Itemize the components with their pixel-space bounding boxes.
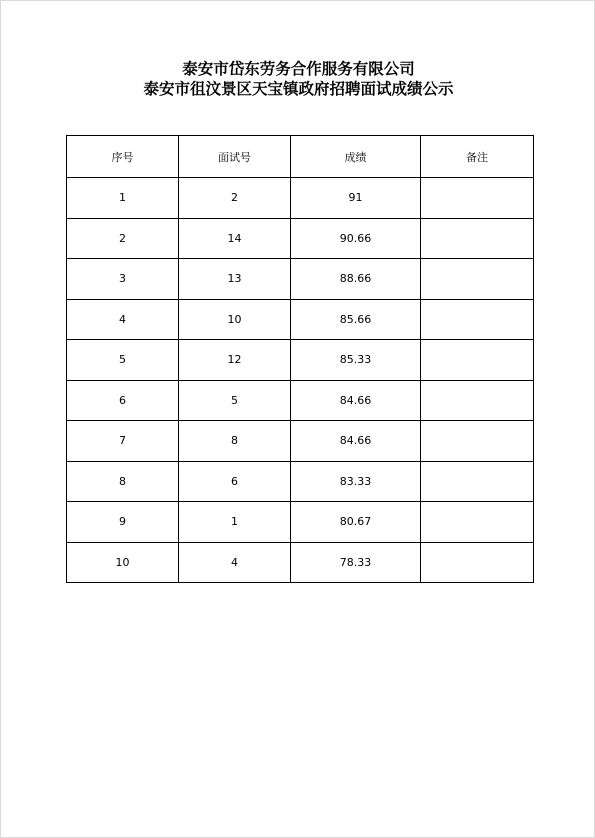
table-row xyxy=(67,340,534,381)
cell-seq: 3 xyxy=(67,259,179,300)
cell-remark xyxy=(421,340,534,381)
cell-interview-no: 6 xyxy=(179,461,291,502)
table-row xyxy=(67,218,534,259)
cell-interview-no: 2 xyxy=(179,178,291,219)
cell-interview-no: 1 xyxy=(179,502,291,543)
cell-remark xyxy=(421,259,534,300)
cell-score: 85.33 xyxy=(291,340,421,381)
table-row xyxy=(67,502,534,543)
cell-remark xyxy=(421,542,534,583)
cell-seq: 7 xyxy=(67,421,179,462)
cell-seq: 9 xyxy=(67,502,179,543)
cell-score: 91 xyxy=(291,178,421,219)
cell-score: 88.66 xyxy=(291,259,421,300)
cell-score: 83.33 xyxy=(291,461,421,502)
cell-interview-no: 8 xyxy=(179,421,291,462)
cell-score: 85.66 xyxy=(291,299,421,340)
cell-seq: 10 xyxy=(67,542,179,583)
cell-score: 90.66 xyxy=(291,218,421,259)
cell-interview-no: 5 xyxy=(179,380,291,421)
header-score: 成绩 xyxy=(291,136,421,178)
table-row xyxy=(67,299,534,340)
cell-interview-no: 13 xyxy=(179,259,291,300)
cell-remark xyxy=(421,502,534,543)
cell-score: 80.67 xyxy=(291,502,421,543)
cell-remark xyxy=(421,461,534,502)
table-header-row xyxy=(67,136,534,178)
cell-seq: 5 xyxy=(67,340,179,381)
table-row xyxy=(67,178,534,219)
cell-seq: 6 xyxy=(67,380,179,421)
cell-remark xyxy=(421,178,534,219)
table-row xyxy=(67,380,534,421)
table-row xyxy=(67,461,534,502)
header-interview-no: 面试号 xyxy=(179,136,291,178)
cell-score: 84.66 xyxy=(291,380,421,421)
cell-interview-no: 14 xyxy=(179,218,291,259)
cell-remark xyxy=(421,421,534,462)
company-title: 泰安市岱东劳务合作服务有限公司 xyxy=(182,59,415,78)
document-header xyxy=(1,59,595,99)
cell-seq: 1 xyxy=(67,178,179,219)
cell-remark xyxy=(421,380,534,421)
cell-interview-no: 10 xyxy=(179,299,291,340)
cell-seq: 4 xyxy=(67,299,179,340)
cell-interview-no: 12 xyxy=(179,340,291,381)
cell-seq: 8 xyxy=(67,461,179,502)
cell-score: 84.66 xyxy=(291,421,421,462)
interview-results-table xyxy=(66,135,534,583)
header-remark: 备注 xyxy=(421,136,534,178)
cell-seq: 2 xyxy=(67,218,179,259)
cell-remark xyxy=(421,218,534,259)
cell-remark xyxy=(421,299,534,340)
table-row xyxy=(67,542,534,583)
cell-interview-no: 4 xyxy=(179,542,291,583)
cell-score: 78.33 xyxy=(291,542,421,583)
announcement-title: 泰安市徂汶景区天宝镇政府招聘面试成绩公示 xyxy=(143,79,454,98)
table-row xyxy=(67,421,534,462)
header-seq: 序号 xyxy=(67,136,179,178)
table-row xyxy=(67,259,534,300)
